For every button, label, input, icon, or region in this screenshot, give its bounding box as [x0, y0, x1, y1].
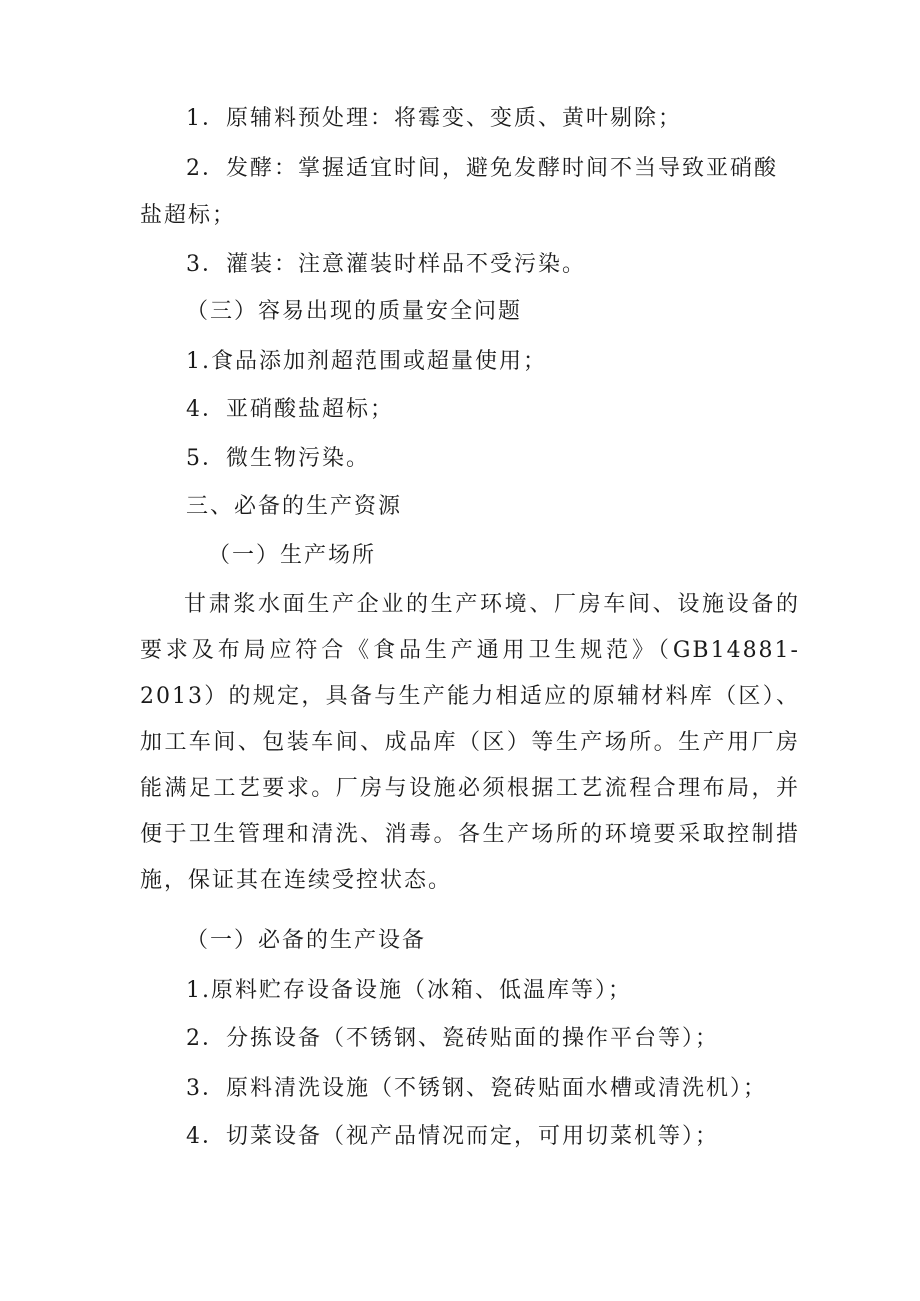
- process-item-1: 1．原辅料预处理：将霉变、变质、黄叶剔除；: [186, 106, 682, 131]
- heading-production-equipment: （一）必备的生产设备: [186, 928, 427, 953]
- equipment-item-4: 4．切菜设备（视产品情况而定，可用切菜机等）；: [186, 1124, 719, 1149]
- heading-section-3: 三、必备的生产资源: [186, 494, 403, 519]
- heading-production-site: （一）生产场所: [208, 543, 377, 568]
- production-site-paragraph: 甘肃浆水面生产企业的生产环境、厂房车间、设施设备的要求及布局应符合《食品生产通用卫生规范》（GB14881-2013）的规定，具备与生产能力相适应的原辅材料库（区）、加工车间、包装车间、成品库（区）等生产场所。生产用厂房能满足工艺要求。厂房与设施必须根据工艺流程合理布局，并便于卫生管理和清洗、消毒。各生产场所的环境要采取控制措施，保证其在连续受控状态。: [140, 592, 800, 893]
- quality-item-5: 5．微生物污染。: [186, 446, 370, 471]
- process-item-2-line2: 盐超标；: [140, 203, 237, 228]
- process-item-2-line1: 2．发酵：掌握适宜时间，避免发酵时间不当导致亚硝酸: [186, 156, 778, 181]
- quality-item-1: 1.食品添加剂超范围或超量使用；: [186, 349, 547, 374]
- equipment-item-2: 2．分拣设备（不锈钢、瓷砖贴面的操作平台等）；: [186, 1026, 719, 1051]
- process-item-3: 3．灌装：注意灌装时样品不受污染。: [186, 252, 586, 277]
- heading-quality-issues: （三）容易出现的质量安全问题: [186, 299, 523, 324]
- quality-item-4: 4．亚硝酸盐超标；: [186, 397, 394, 422]
- equipment-item-3: 3．原料清洗设施（不锈钢、瓷砖贴面水槽或清洗机）；: [186, 1076, 767, 1101]
- equipment-item-1: 1.原料贮存设备设施（冰箱、低温库等）；: [186, 978, 632, 1003]
